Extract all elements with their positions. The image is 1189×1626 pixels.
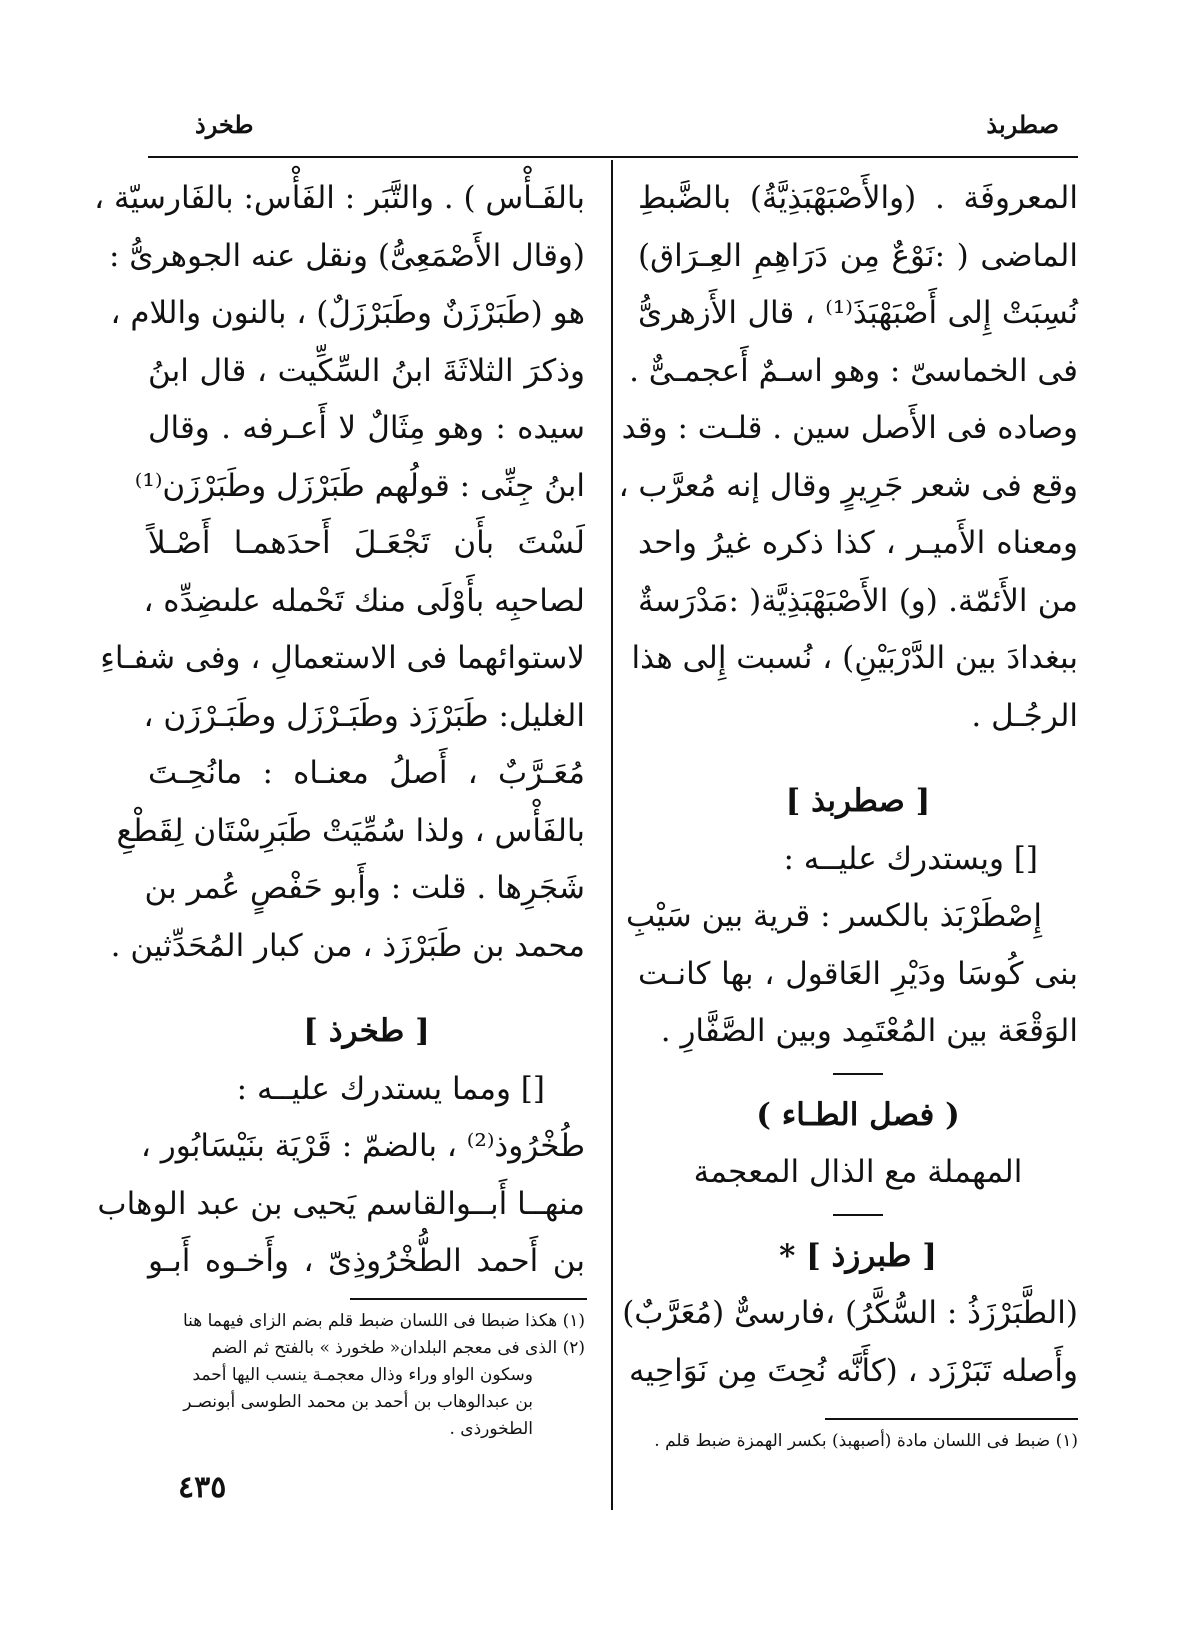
spacer xyxy=(148,975,585,1003)
footnote-line: (١) ضبط فى اللسان مادة (أصبهبذ) بكسر الهمزة ضبط قلم . xyxy=(654,1431,1078,1451)
section-title: ( فصل الطـاء ) xyxy=(756,1096,960,1133)
entry-heading-takhradh: [ طخرذ ] xyxy=(303,1013,430,1049)
text-line: إِصْطَرْبَذ بالكسر : قرية بين سَيْبِ xyxy=(625,898,1042,934)
left-column xyxy=(94,170,585,1291)
header-rule xyxy=(148,156,1078,158)
entry-heading-tabarzadh: [ طبرزذ ] * xyxy=(779,1237,937,1274)
running-head-left: طخرذ xyxy=(195,110,254,139)
text-line: لاستوائهما فى الاستعمالِ ، وفى شفـاءِ xyxy=(100,640,585,676)
section-divider xyxy=(833,1214,883,1216)
text-line: ببغدادَ بين الدَّرْبَيْنِ) ، نُسبت إِلى هذا xyxy=(631,640,1078,676)
footnote-line: (١) هكذا ضبطا فى اللسان ضبط قلم بضم الزاى فيهما هنا xyxy=(182,1311,585,1331)
text-line: ابنُ جِنِّى : قولُهم طَبَرْزَل وطَبَرْزَن⁽¹⁾ xyxy=(134,467,585,504)
text-line: وذكرَ الثلاثَةَ ابنُ السِّكِّيت ، قال ابنُ xyxy=(148,352,585,389)
text-line: بالفَأْس ، ولذا سُمِّيَتْ طَبَرِسْتَان لِقَطْعِ xyxy=(116,812,585,849)
text-line: بنى كُوسَا ودَيْرِ العَاقول ، بها كانـت xyxy=(638,955,1078,992)
column-separator xyxy=(611,160,613,1510)
text-line: الوَقْعَة بين المُعْتَمِد وبين الصَّفَّارِ . xyxy=(660,1013,1078,1049)
text-line: وأَصله تَبَرْزَد ، (كأَنَّه نُحِتَ مِن نَوَاحِيه xyxy=(628,1352,1078,1389)
running-head-right: صطربذ xyxy=(986,110,1059,139)
text-line: (وقال الأَصْمَعِىُّ) ونقل عنه الجوهرىُّ : xyxy=(108,237,585,274)
footnote-line: الطخورذى . xyxy=(449,1419,533,1439)
text-line: سيده : وهو مِثَالٌ لا أَعـرفه . وقال xyxy=(148,410,585,446)
text-line: وقع فى شعر جَرِيرٍ وقال إنه مُعرَّب ، xyxy=(618,467,1078,504)
text-line: هو (طَبَرْزَنٌ وطَبَرْزَلٌ) ، بالنون واللام ، xyxy=(110,295,585,331)
text-line: ومعناه الأَميـر ، كذا ذكره غيرُ واحد xyxy=(638,525,1078,561)
text-line: نُسِبَتْ إِلى أَصْبَهْبَذَ⁽¹⁾ ، قال الأَزهرىُّ xyxy=(638,295,1078,331)
text-line: فى الخماسىّ : وهو اسـمٌ أَعجمـىٌّ . xyxy=(629,352,1078,389)
text-line: محمد بن طَبَرْزَذ ، من كبار المُحَدِّثين . xyxy=(110,927,585,964)
entry-heading-sadtrbdh: [ صطربذ ] xyxy=(785,783,931,819)
text-line: [] ويستدرك عليــه : xyxy=(783,840,1038,877)
footnote-line: (٢) الذى فى معجم البلدان« طخورذ » بالفتح ثم الضم xyxy=(211,1338,585,1358)
text-line: طُخْرُوذ⁽²⁾ ، بالضمّ : قَرْيَة بنَيْسَابُور ، xyxy=(140,1128,585,1164)
text-line: بالفَـأْس ) . والتَّبَر : الفَأْس: بالفَارسيّة ، xyxy=(94,180,585,216)
text-line: المعروفَة . (والأَصْبَهْبَذِيَّةُ) بالضَّبطِ xyxy=(638,180,1078,216)
text-line: شَجَرِها . قلت : وأَبو حَفْصٍ عُمر بن xyxy=(144,870,585,906)
footnote-rule-left xyxy=(350,1298,587,1300)
text-line: منهــا أَبــوالقاسم يَحيى بن عبد الوهاب xyxy=(97,1185,585,1222)
text-line: (الطَّبَرْزَذُ : السُّكَّرُ) ،فارسىٌّ (مُعَرَّبٌ) xyxy=(622,1295,1078,1331)
text-line: الماضى ( :نَوْعٌ مِن دَرَاهِمِ العِـرَاق) xyxy=(638,237,1078,274)
text-line: الرجُـل . xyxy=(971,697,1078,734)
text-line: لصاحبِه بأَوْلَى منك تَحْمله علىضِدِّه ، xyxy=(143,582,585,619)
footnotes-right xyxy=(638,1428,1078,1455)
footnote-rule-right xyxy=(825,1418,1078,1420)
text-line: بن أَحمد الطُّخْرُوذِىّ ، وأَخـوه أَبـو xyxy=(148,1243,585,1279)
text-line: من الأَئمّة. (و) الأَصْبَهْبَذِيَّة( :مَدْرَسةٌ xyxy=(638,582,1078,619)
text-line: لَسْتَ بأَن تَجْعَـلَ أَحدَهمـا أَصْـلاً xyxy=(148,525,585,561)
section-divider xyxy=(833,1073,883,1075)
spacer xyxy=(638,745,1078,773)
text-line: مُعَـرَّبٌ ، أَصلُ معنـاه : مانُحِـتَ xyxy=(148,755,585,791)
text-line: الغليل: طَبَرْزَذ وطَبَـرْزَل وطَبَـرْزَن ، xyxy=(143,697,585,734)
text-line: وصاده فى الأَصل سين . قلـت : وقد xyxy=(621,410,1078,446)
section-subtitle: المهملة مع الذال المعجمة xyxy=(693,1154,1023,1190)
page-number: ٤٣٥ xyxy=(178,1470,227,1505)
footnote-line: وسكون الواو وراء وذال معجمـة ينسب اليها أحمد xyxy=(192,1365,533,1385)
right-column xyxy=(618,170,1078,1400)
text-line: [] ومما يستدرك عليــه : xyxy=(236,1070,545,1107)
footnotes-left xyxy=(148,1308,585,1443)
footnote-line: بن عبدالوهاب بن أحمد بن محمد الطوسى أبونصـر xyxy=(183,1392,533,1412)
